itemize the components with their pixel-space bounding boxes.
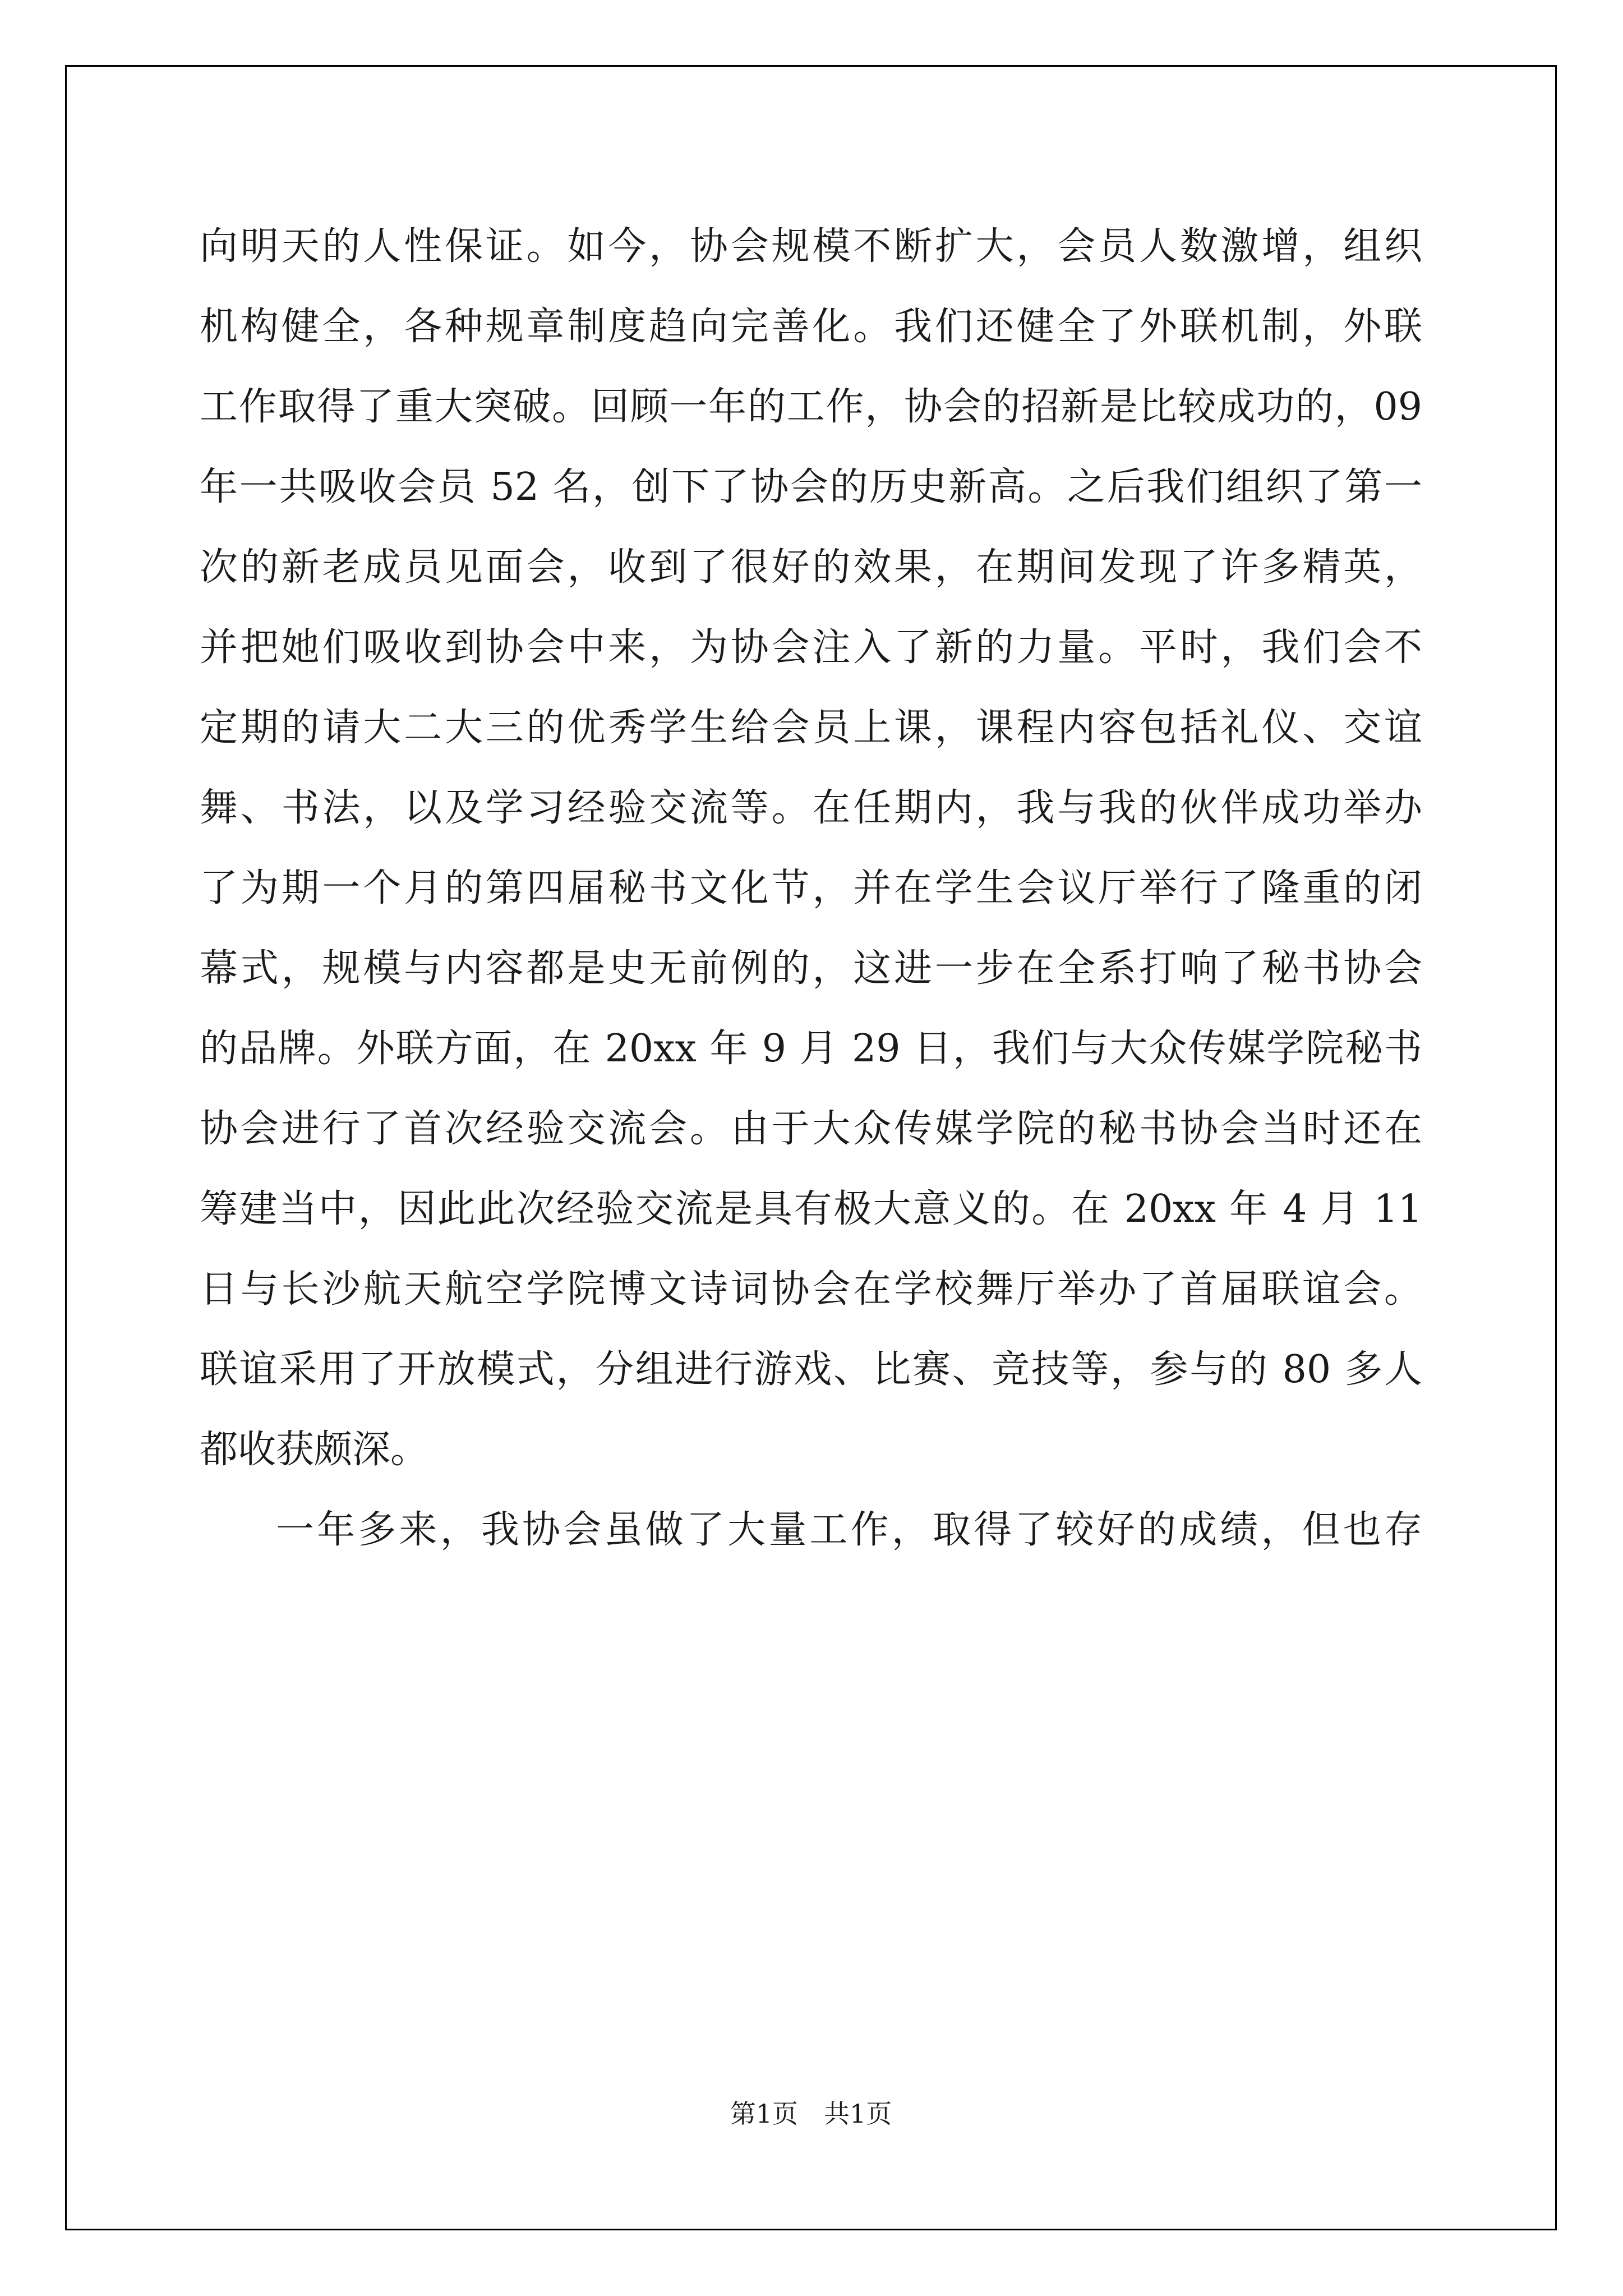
text-line: 幕式，规模与内容都是史无前例的，这进一步在全系打响了秘书协会: [200, 946, 1422, 991]
text-line: 的品牌。外联方面，在 20xx 年 9 月 29 日，我们与大众传媒学院秘书: [200, 1027, 1422, 1071]
text-line: 了为期一个月的第四届秘书文化节，并在学生会议厅举行了隆重的闭: [200, 866, 1422, 910]
text-line: 都收获颇深。: [200, 1428, 429, 1472]
text-line: 筹建当中，因此此次经验交流是具有极大意义的。在 20xx 年 4 月 11: [200, 1187, 1422, 1231]
text-line: 次的新老成员见面会，收到了很好的效果，在期间发现了许多精英，: [200, 545, 1422, 590]
text-line: 定期的请大二大三的优秀学生给会员上课，课程内容包括礼仪、交谊: [200, 706, 1422, 750]
document-body: [200, 206, 1422, 1570]
text-line: 联谊采用了开放模式，分组进行游戏、比赛、竞技等，参与的 80 多人: [200, 1347, 1422, 1392]
text-line: 工作取得了重大突破。回顾一年的工作，协会的招新是比较成功的，09: [200, 385, 1422, 429]
text-line: 年一共吸收会员 52 名，创下了协会的历史新高。之后我们组织了第一: [200, 465, 1422, 509]
text-line: 一年多来，我协会虽做了大量工作，取得了较好的成绩，但也存: [276, 1508, 1422, 1552]
text-line: 协会进行了首次经验交流会。由于大众传媒学院的秘书协会当时还在: [200, 1107, 1422, 1151]
text-line: 并把她们吸收到协会中来，为协会注入了新的力量。平时，我们会不: [200, 625, 1422, 670]
text-line: 机构健全，各种规章制度趋向完善化。我们还健全了外联机制，外联: [200, 305, 1422, 349]
text-line: 舞、书法，以及学习经验交流等。在任期内，我与我的伙伴成功举办: [200, 786, 1422, 830]
text-line: 日与长沙航天航空学院博文诗词协会在学校舞厅举办了首届联谊会。: [200, 1267, 1422, 1312]
text-line: 向明天的人性保证。如今，协会规模不断扩大，会员人数激增，组织: [200, 224, 1422, 269]
page-footer: 第1页 共1页: [730, 2099, 892, 2129]
